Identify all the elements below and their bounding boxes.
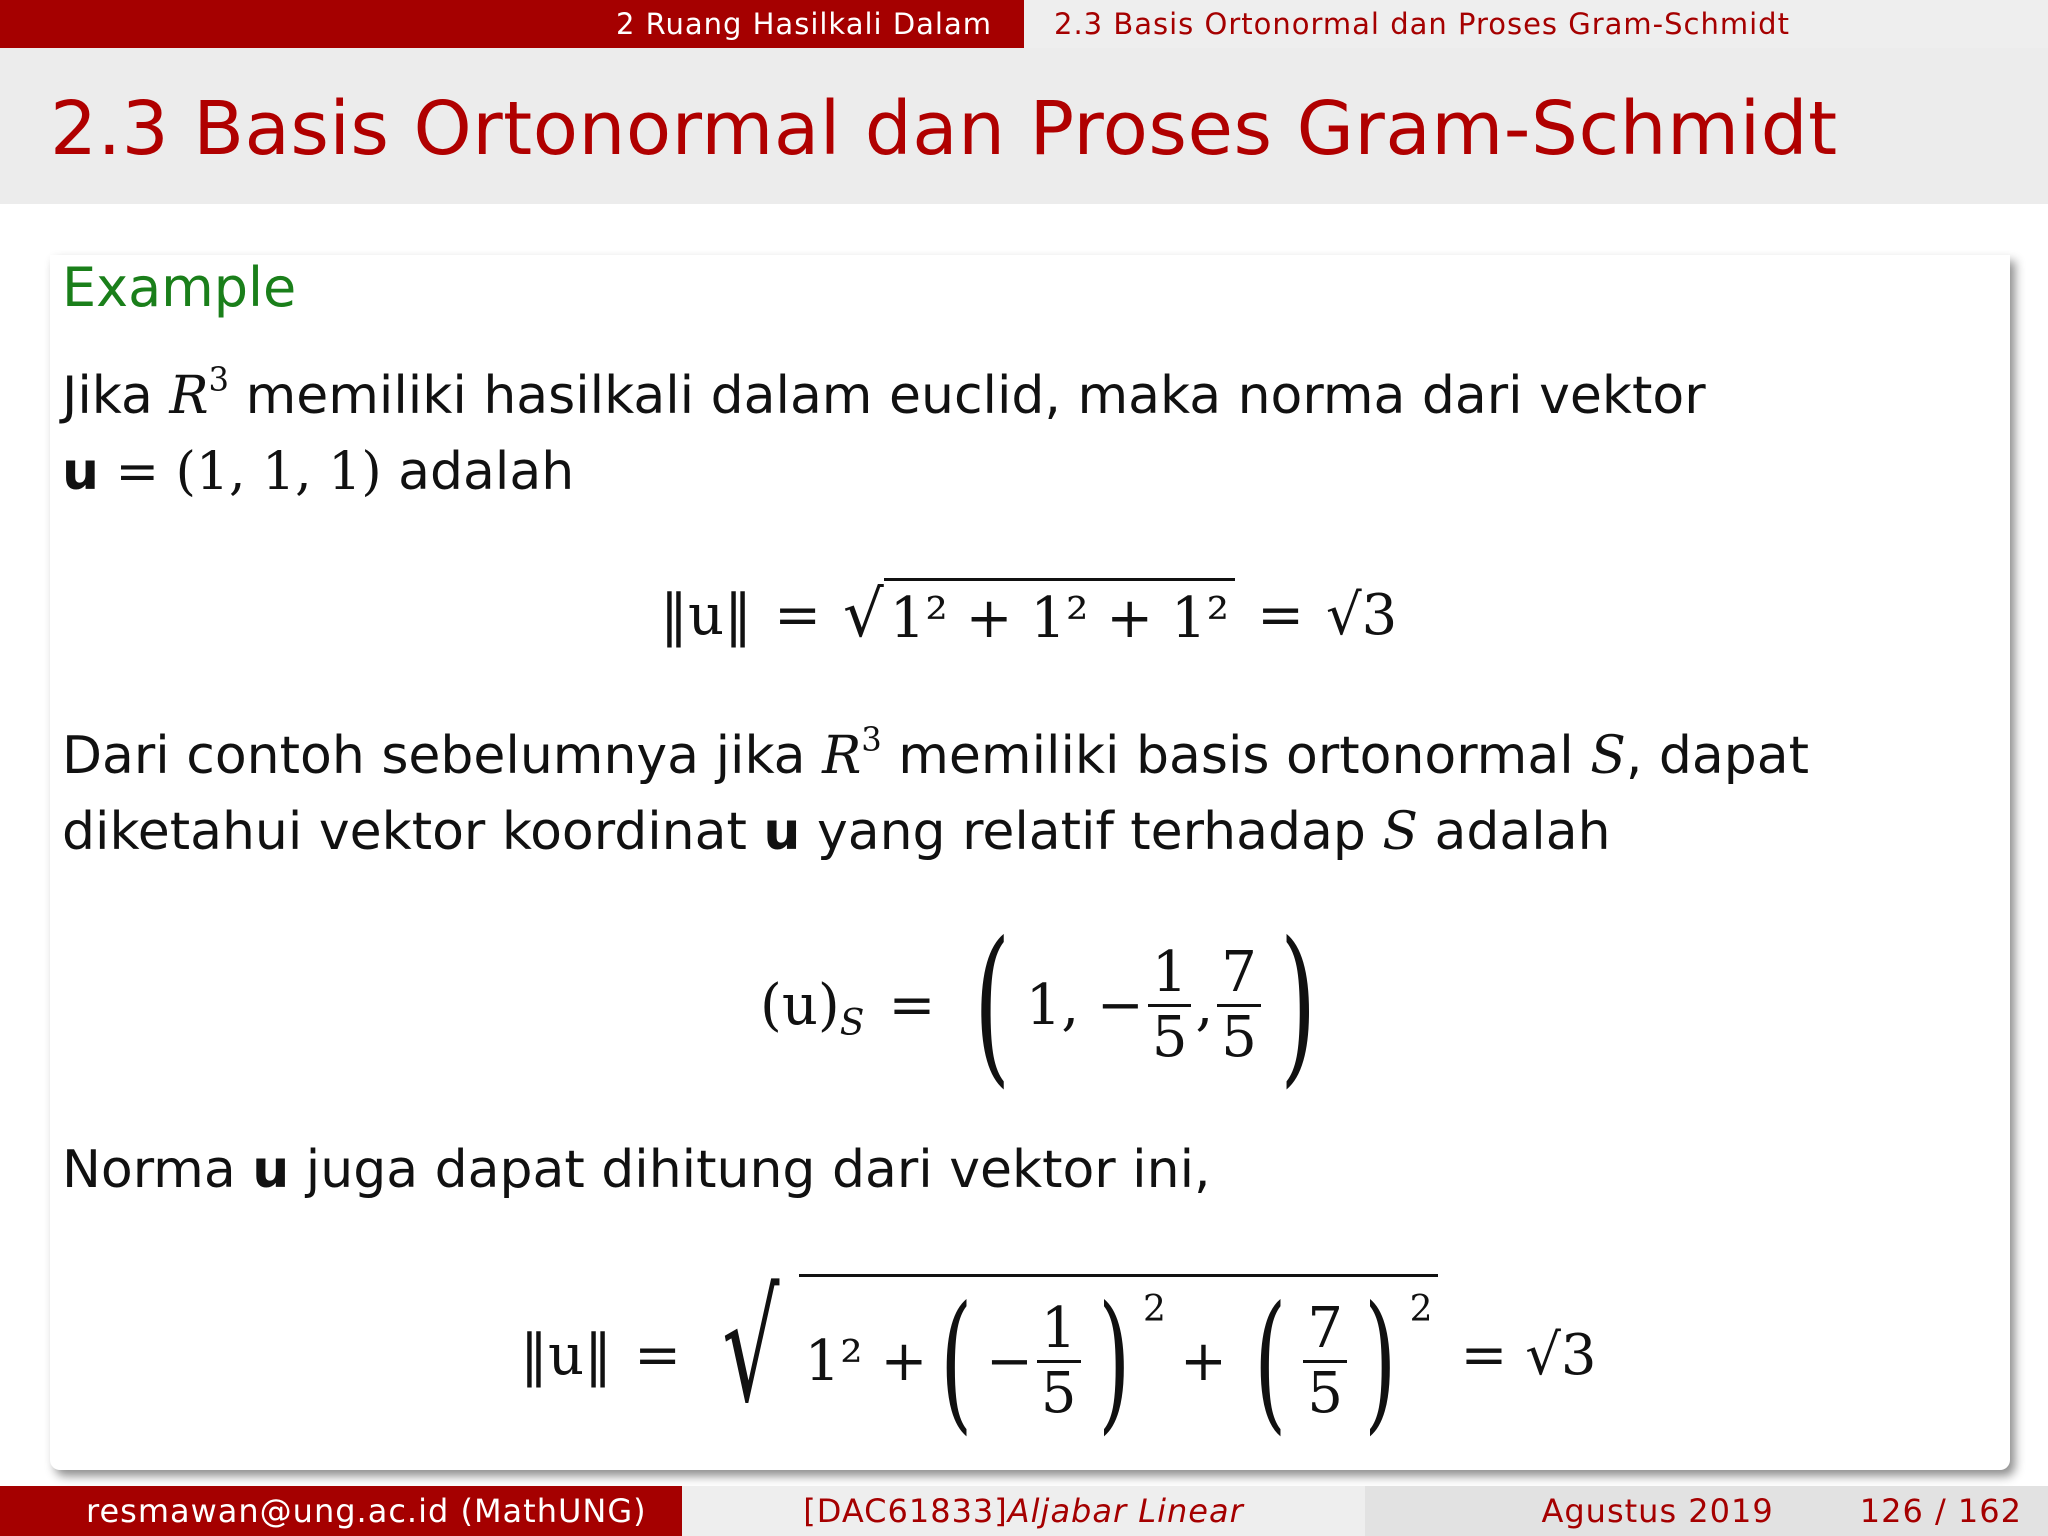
radical-sign: √ xyxy=(843,578,884,652)
norm-u: ‖u‖ xyxy=(660,582,753,648)
paragraph-2-line-1 xyxy=(62,716,1809,796)
equals-sign: = xyxy=(634,1322,681,1388)
text: adalah xyxy=(1418,802,1611,862)
right-paren: ) xyxy=(1097,1274,1130,1449)
comma: , xyxy=(1195,972,1214,1038)
footer-author[interactable] xyxy=(0,1486,682,1536)
header-section[interactable] xyxy=(0,0,1024,48)
footer-right xyxy=(1365,1486,2048,1536)
math-S: S xyxy=(1382,802,1418,862)
first-entry: 1, − xyxy=(1025,972,1144,1038)
equation-norm-2 xyxy=(520,1260,1597,1450)
numerator: 7 xyxy=(1303,1298,1347,1363)
course-code[interactable]: [DAC61833] xyxy=(803,1492,1008,1530)
exponent: 3 xyxy=(861,720,882,759)
math-tuple: = (1, 1, 1) xyxy=(99,442,382,502)
numerator: 1 xyxy=(1148,942,1192,1007)
footer-bar xyxy=(0,1486,2048,1536)
fraction-1-5 xyxy=(1148,939,1192,1070)
exponent: 2 xyxy=(1409,1289,1433,1330)
exponent: 2 xyxy=(1143,1289,1166,1330)
result-sqrt-3: = √3 xyxy=(1460,1322,1597,1388)
text: , dapat xyxy=(1625,726,1810,786)
math-S: S xyxy=(1590,726,1626,786)
text: adalah xyxy=(381,442,575,502)
math-R: R xyxy=(822,726,862,786)
term-1: 1² + xyxy=(804,1329,928,1394)
equals-sign: = xyxy=(774,582,821,648)
fraction-7-5 xyxy=(1217,939,1261,1070)
denominator: 5 xyxy=(1040,1361,1077,1426)
frame-title: 2.3 Basis Ortonormal dan Proses Gram-Schmidt xyxy=(50,86,1838,172)
equation-coordinate-vector xyxy=(760,906,1331,1104)
right-paren: ) xyxy=(1279,906,1317,1104)
author-label[interactable]: resmawan@ung.ac.id (MathUNG) xyxy=(86,1492,647,1530)
header-bar xyxy=(0,0,2048,48)
vector-u: u xyxy=(763,802,801,862)
radical-sign: √ xyxy=(722,1261,780,1436)
text: Norma xyxy=(62,1140,253,1200)
sqrt-3: √3 xyxy=(1325,582,1398,648)
text: Dari contoh sebelumnya jika xyxy=(62,726,823,786)
radicand xyxy=(799,1274,1439,1449)
header-subsection-label[interactable]: 2.3 Basis Ortonormal dan Proses Gram-Schmidt xyxy=(1054,7,1790,41)
left-paren: ( xyxy=(940,1274,973,1449)
equals-sign: = xyxy=(888,972,936,1038)
numerator: 1 xyxy=(1037,1298,1081,1363)
vector-u: u xyxy=(62,442,100,502)
fraction-7-5 xyxy=(1303,1298,1347,1425)
paragraph-1-line-2 xyxy=(62,432,574,512)
left-paren: ( xyxy=(1254,1274,1287,1449)
page-number[interactable]: 126 / 162 xyxy=(1859,1492,2022,1530)
norm-u: ‖u‖ xyxy=(520,1322,613,1388)
subscript-S: S xyxy=(839,1002,865,1044)
plus-sign: + xyxy=(1179,1329,1227,1394)
equation-norm-1 xyxy=(660,570,1397,660)
header-subsection[interactable] xyxy=(1024,0,2048,48)
course-name[interactable]: Aljabar Linear xyxy=(1007,1492,1244,1530)
text: diketahui vektor koordinat xyxy=(62,802,764,862)
denominator: 5 xyxy=(1221,1004,1257,1070)
denominator: 5 xyxy=(1307,1361,1344,1426)
left-paren: ( xyxy=(974,906,1011,1104)
text: memiliki basis ortonormal xyxy=(881,726,1591,786)
coord-u: (u) xyxy=(760,972,840,1038)
fraction-1-5 xyxy=(1037,1298,1081,1425)
paragraph-1-line-1 xyxy=(62,356,1706,436)
paragraph-2-line-2 xyxy=(62,792,1611,872)
sqrt xyxy=(843,578,1235,652)
sqrt xyxy=(703,1261,1438,1449)
numerator: 7 xyxy=(1217,942,1261,1007)
text: Jika xyxy=(62,366,170,426)
exponent: 3 xyxy=(208,360,230,399)
vector-u: u xyxy=(252,1140,290,1200)
text: yang relatif terhadap xyxy=(800,802,1383,862)
radicand: 1² + 1² + 1² xyxy=(884,578,1235,652)
text: memiliki hasilkali dalam euclid, maka norma dari vektor xyxy=(229,366,1706,426)
math-R: R xyxy=(169,366,209,426)
minus-sign: − xyxy=(985,1329,1033,1394)
date-label[interactable]: Agustus 2019 xyxy=(1541,1492,1774,1530)
footer-course[interactable] xyxy=(682,1486,1365,1536)
equals-sign-2: = xyxy=(1257,582,1304,648)
text: juga dapat dihitung dari vektor ini, xyxy=(289,1140,1211,1200)
right-paren: ) xyxy=(1364,1274,1397,1449)
header-section-label[interactable]: 2 Ruang Hasilkali Dalam xyxy=(615,7,992,41)
example-block-title: Example xyxy=(62,256,297,319)
paragraph-3 xyxy=(62,1130,1211,1210)
frame-title-bar xyxy=(0,48,2048,204)
denominator: 5 xyxy=(1151,1004,1188,1070)
